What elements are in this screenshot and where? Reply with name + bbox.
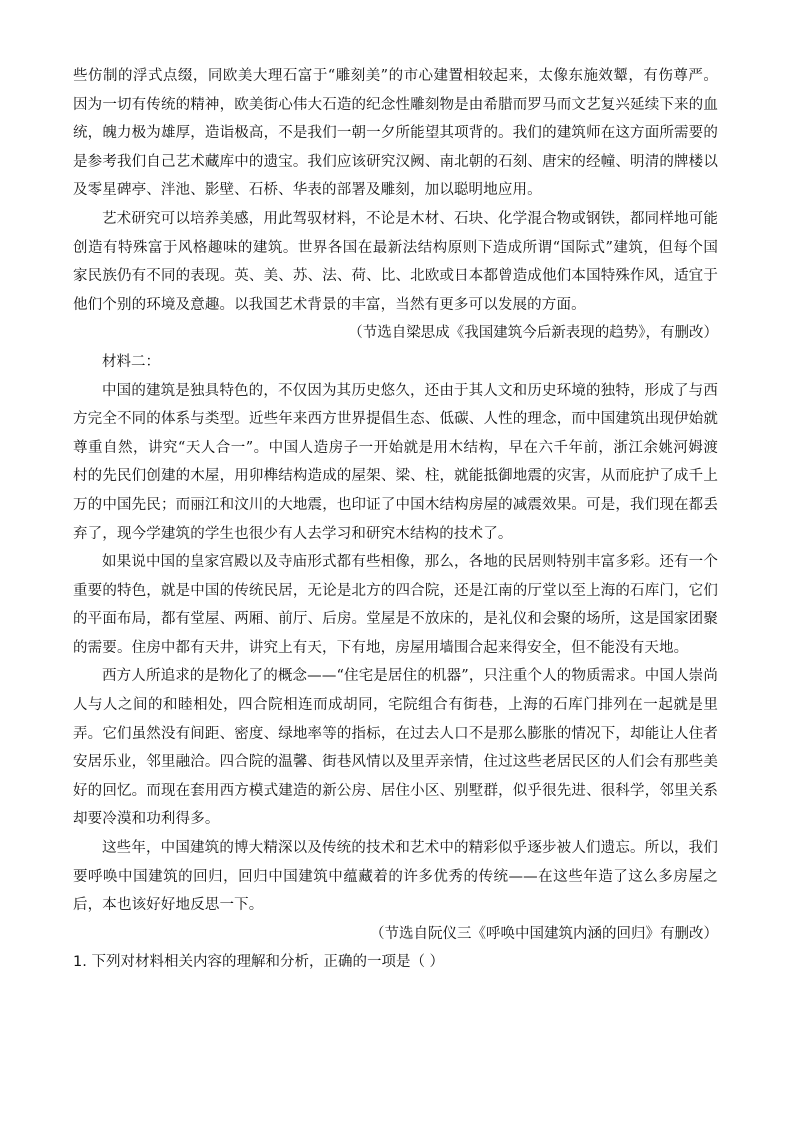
material1-paragraph-2: 艺术研究可以培养美感，用此驾驭材料，不论是木材、石块、化学混合物或钢铁，都同样地可能创造有特殊富于风格趣味的建筑。世界各国在最新法结构原则下造成所谓“国际式”建筑，但每个国家民族仍有不同的表现。英、美、苏、法、荷、比、北欧或日本都曾造成他们本国特殊作风，适宜于他们个别的环境及意趣。以我国艺术背景的丰富，当然有更多可以发展的方面。	[73, 210, 718, 313]
material2-source: （节选自阮仪三《呼唤中国建筑内涵的回归》有删改）	[370, 925, 718, 942]
document-page	[73, 62, 718, 977]
question-1-stem: 1. 下列对材料相关内容的理解和分析，正确的一项是（ ）	[73, 954, 445, 971]
material2-paragraph-3: 西方人所追求的是物化了的概念——“住宅是居住的机器”，只注重个人的物质需求。中国人崇尚人与人之间的和睦相处，四合院相连而成胡同，宅院组合有街巷，上海的石库门排列在一起就是里弄。它们虽然没有间距、密度、绿地率等的指标，在过去人口不是那么膨胀的情况下，却能让人住者安居乐业，邻里融洽。四合院的温馨、街巷风情以及里弄亲情，住过这些老居民区的人们会有那些美好的回忆。而现在套用西方模式建造的新公房、居住小区、别墅群，似乎很先进、很科学，邻里关系却要冷漠和功利得多。	[73, 668, 718, 828]
material2-paragraph-2: 如果说中国的皇家宫殿以及寺庙形式都有些相像，那么，各地的民居则特别丰富多彩。还有一个重要的特色，就是中国的传统民居，无论是北方的四合院，还是江南的厅堂以至上海的石库门，它们的平面布局，都有堂屋、两厢、前厅、后房。堂屋是不放床的，是礼仪和会聚的场所，这是国家团聚的需要。住房中都有天井，讲究上有天，下有地，房屋用墙围合起来得安全，但不能没有天地。	[73, 554, 718, 656]
material1-source: （节选自梁思成《我国建筑今后新表现的趋势》，有删改）	[348, 325, 718, 342]
material2-paragraph-1: 中国的建筑是独具特色的，不仅因为其历史悠久，还由于其人文和历史环境的独特，形成了与西方完全不同的体系与类型。近些年来西方世界提倡生态、低碳、人性的理念，而中国建筑出现伊始就尊重自然，讲究“天人合一”。中国人造房子一开始就是用木结构，早在六千年前，浙江余姚河姆渡村的先民们创建的木屋，用卯榫结构造成的屋架、梁、柱，就能抵御地震的灾害，从而庇护了成千上万的中国先民；而丽江和汶川的大地震，也印证了中国木结构房屋的减震效果。可是，我们现在都丢弃了，现今学建筑的学生也很少有人去学习和研究木结构的技术了。	[73, 382, 718, 542]
material2-paragraph-4: 这些年，中国建筑的博大精深以及传统的技术和艺术中的精彩似乎逐步被人们遗忘。所以，我们要呼唤中国建筑的回归，回归中国建筑中蕴藏着的许多优秀的传统——在这些年造了这么多房屋之后，本也该好好地反思一下。	[73, 840, 718, 914]
material2-label: 材料二：	[102, 353, 160, 370]
material1-paragraph-continued: 些仿制的浮式点缀，同欧美大理石富于“雕刻美”的市心建置相较起来，太像东施效颦，有伤尊严。因为一切有传统的精神，欧美街心伟大石造的纪念性雕刻物是由希腊而罗马而文艺复兴延续下来的血统，魄力极为雄厚，造诣极高，不是我们一朝一夕所能望其项背的。我们的建筑师在这方面所需要的是参考我们自己艺术藏库中的遗宝。我们应该研究汉阙、南北朝的石刻、唐宋的经幢、明清的牌楼以及零星碑亭、泮池、影壁、石桥、华表的部署及雕刻，加以聪明地应用。	[73, 68, 718, 199]
